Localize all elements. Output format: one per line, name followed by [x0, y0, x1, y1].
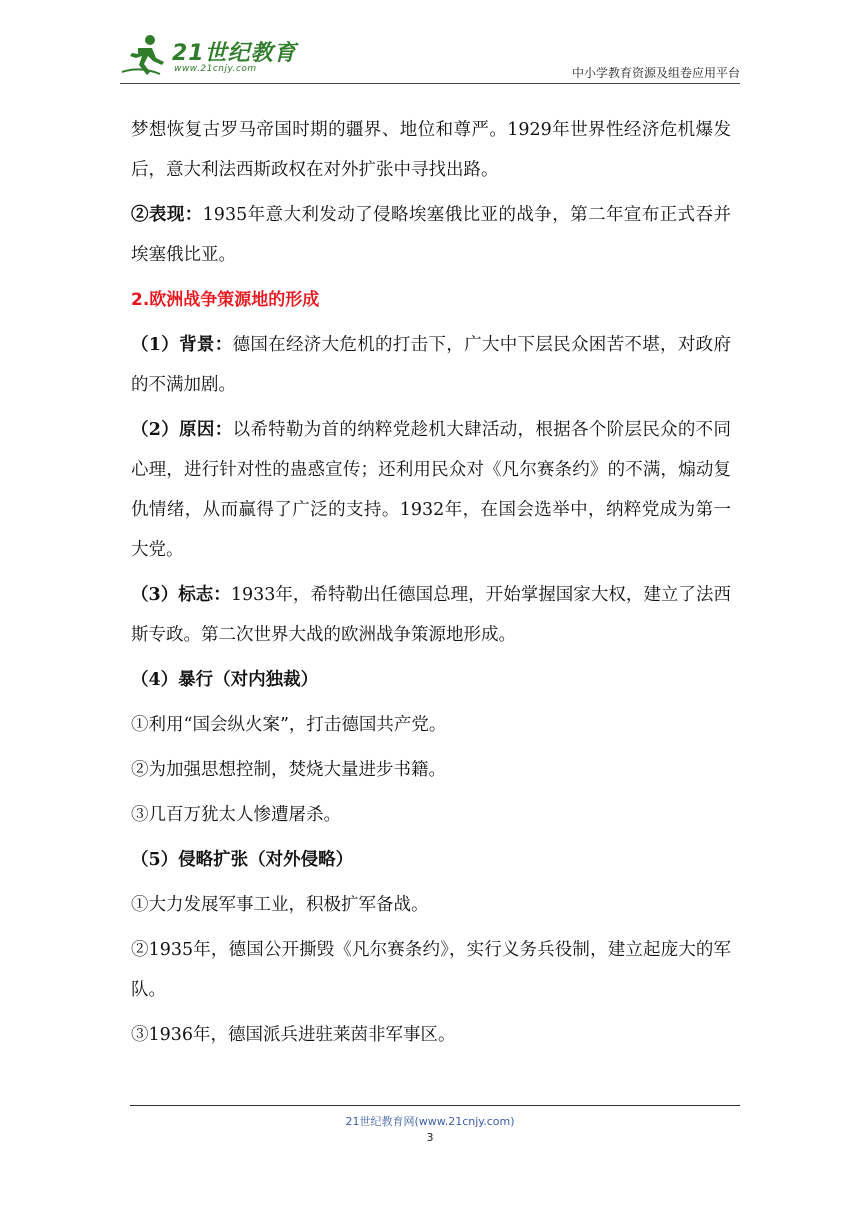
- header-divider: [120, 83, 740, 84]
- footer-site-link[interactable]: 21世纪教育网(www.21cnjy.com): [345, 1115, 515, 1128]
- reason-label: （2）原因：: [131, 420, 233, 440]
- platform-title: 中小学教育资源及组卷应用平台: [571, 66, 740, 80]
- list-item: ③1936年，德国派兵进驻莱茵非军事区。: [131, 1025, 456, 1045]
- runner-logo-icon: [120, 32, 170, 78]
- page-header: [120, 30, 740, 84]
- footer-divider: [130, 1105, 740, 1106]
- list-item: ③几百万犹太人惨遭屠杀。: [131, 805, 341, 825]
- paragraph-background: [131, 325, 731, 405]
- background-label: （1）背景：: [131, 335, 233, 355]
- background-text: 德国在经济大危机的打击下，广大中下层民众困苦不堪，对政府的不满加剧。: [131, 335, 731, 395]
- paragraph-sign: [131, 575, 731, 655]
- list-item: ①大力发展军事工业，积极扩军备战。: [131, 895, 429, 915]
- paragraph-intro: 梦想恢复古罗马帝国时期的疆界、地位和尊严。1929年世界性经济危机爆发后，意大利法西斯政权在对外扩张中寻找出路。: [131, 120, 731, 180]
- expansion-heading: （5）侵略扩张（对外侵略）: [131, 850, 354, 870]
- paragraph-reason: [131, 410, 731, 570]
- performance-text: 1935年意大利发动了侵略埃塞俄比亚的战争，第二年宣布正式吞并埃塞俄比亚。: [131, 205, 731, 265]
- list-item: ②为加强思想控制，焚烧大量进步书籍。: [131, 760, 446, 780]
- list-item: ②1935年，德国公开撕毁《凡尔赛条约》，实行义务兵役制，建立起庞大的军队。: [131, 940, 731, 1000]
- paragraph-performance: [131, 195, 731, 275]
- logo-url: www.21cnjy.com: [174, 64, 257, 74]
- performance-label: ②表现：: [131, 205, 203, 225]
- atrocities-heading: （4）暴行（对内独裁）: [131, 670, 319, 690]
- page-number: 3: [426, 1131, 434, 1144]
- sign-label: （3）标志：: [131, 585, 231, 605]
- logo-text: 21世纪教育: [172, 41, 297, 66]
- sign-text: 1933年，希特勒出任德国总理，开始掌握国家大权，建立了法西斯专政。第二次世界大战的欧洲战争策源地形成。: [131, 585, 731, 645]
- site-logo: [120, 30, 297, 80]
- document-body: [131, 110, 731, 1060]
- list-item: ①利用“国会纵火案”，打击德国共产党。: [131, 715, 447, 735]
- reason-text: 以希特勒为首的纳粹党趁机大肆活动，根据各个阶层民众的不同心理，进行针对性的蛊惑宣传；还利用民众对《凡尔赛条约》的不满，煽动复仇情绪，从而赢得了广泛的支持。1932年，在国会选举中，纳粹党成为第一大党。: [131, 420, 731, 560]
- section-title: 2.欧洲战争策源地的形成: [131, 290, 320, 310]
